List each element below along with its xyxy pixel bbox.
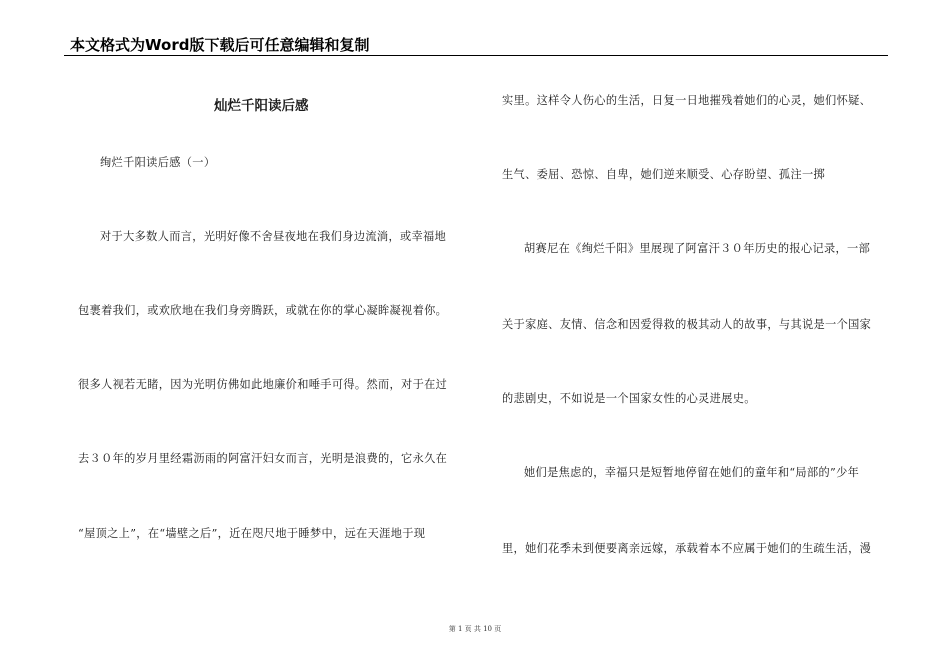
left-column <box>78 0 468 600</box>
text-line: 关于家庭、友情、信念和因爱得救的极其动人的故事，与其说是一个国家 <box>502 318 872 331</box>
text-line: 对于大多数人而言，光明好像不舍昼夜地在我们身边流淌，或幸福地 <box>100 230 447 243</box>
document-title: 灿烂千阳读后感 <box>214 98 309 114</box>
text-line: 里，她们花季未到便要离亲远嫁，承载着本不应属于她们的生疏生活，漫 <box>502 542 872 555</box>
text-line: 生气、委屈、恐惊、自卑，她们逆来顺受、心存盼望、孤注一掷 <box>502 168 826 181</box>
text-line: 去３０年的岁月里经霜沥雨的阿富汗妇女而言，光明是浪费的，它永久在 <box>78 452 448 465</box>
text-line: 她们是焦虑的，幸福只是短暂地停留在她们的童年和“局部的”少年 <box>524 466 860 479</box>
page-header-title: 本文格式为Word版下载后可任意编辑和复制 <box>70 36 370 54</box>
text-line: 的悲剧史，不如说是一个国家女性的心灵进展史。 <box>502 392 756 405</box>
text-line: 包裹着我们，或欢欣地在我们身旁腾跃，或就在你的掌心凝眸凝视着你。 <box>78 304 448 317</box>
text-line: 实里。这样令人伤心的生活，日复一日地摧残着她们的心灵，她们怀疑、 <box>502 94 872 107</box>
text-line: 胡赛尼在《绚烂千阳》里展现了阿富汗３０年历史的报心记录，一部 <box>524 242 871 255</box>
text-line: 绚烂千阳读后感（一） <box>100 156 216 169</box>
right-column <box>502 0 892 600</box>
text-line: “屋顶之上”，在“墙壁之后”，近在咫尺地于睡梦中，远在天涯地于现 <box>78 527 426 540</box>
text-line: 很多人视若无睹，因为光明仿佛如此地廉价和唾手可得。然而，对于在过 <box>78 378 448 391</box>
page-number: 第 1 页 共 10 页 <box>448 625 502 633</box>
